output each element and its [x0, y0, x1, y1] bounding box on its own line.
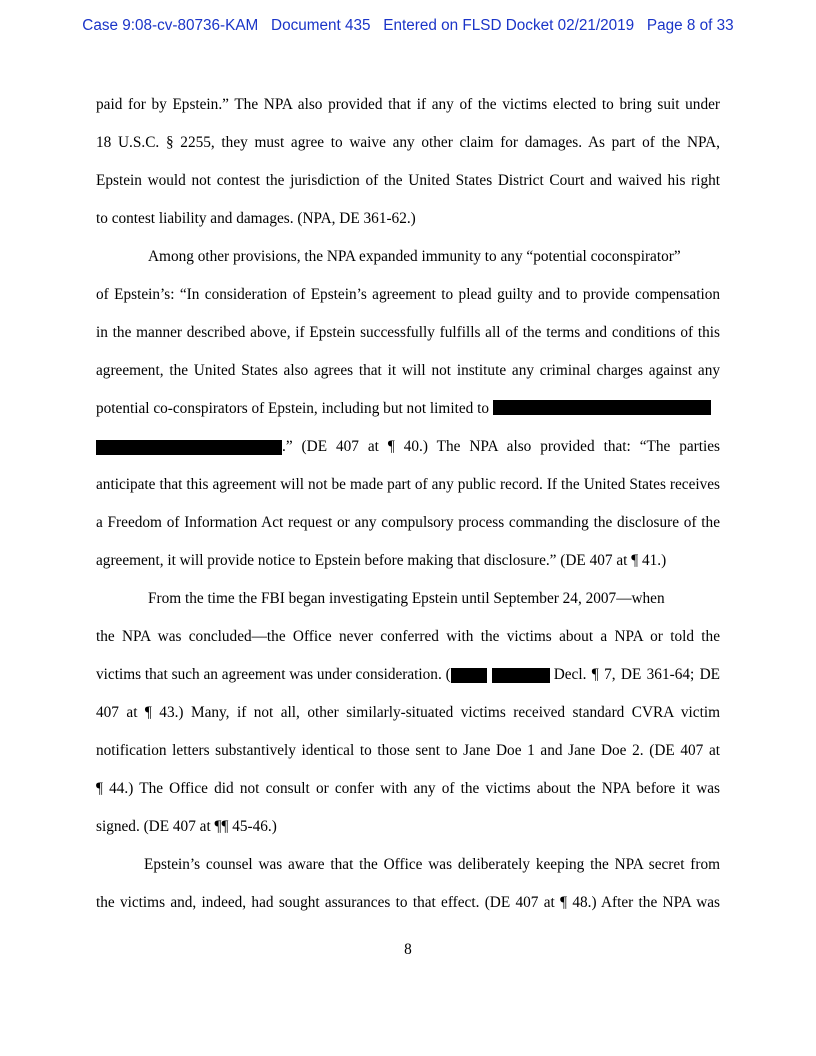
docket-header — [0, 17, 816, 35]
paragraph-start-line: From the time the FBI began investigating Epstein until September 24, 2007—when — [148, 590, 665, 607]
body-line: a Freedom of Information Act request or any compulsory process commanding the disclosure of the — [96, 514, 720, 531]
paragraph-start-line: Among other provisions, the NPA expanded immunity to any “potential coconspirator” — [148, 248, 681, 265]
body-line: agreement, the United States also agrees that it will not institute any criminal charges against any — [96, 362, 720, 379]
body-line — [96, 437, 720, 457]
body-line-text: victims that such an agreement was under consideration. ( — [96, 666, 451, 683]
body-line: 18 U.S.C. § 2255, they must agree to waive any other claim for damages. As part of the NPA, — [96, 134, 720, 151]
docket-entry-date: Entered on FLSD Docket 02/21/2019 — [383, 17, 635, 34]
redaction-block — [493, 400, 711, 415]
body-line: the victims and, indeed, had sought assurances to that effect. (DE 407 at ¶ 48.) After the NPA was — [96, 894, 720, 911]
body-line-text: potential co-conspirators of Epstein, including but not limited to — [96, 400, 489, 417]
body-line: notification letters substantively identical to those sent to Jane Doe 1 and Jane Doe 2. (DE 407 at — [96, 742, 720, 759]
body-line-text: .” (DE 407 at ¶ 40.) The NPA also provided that: “The parties — [282, 438, 720, 455]
body-line: agreement, it will provide notice to Epstein before making that disclosure.” (DE 407 at ¶ 41.) — [96, 552, 667, 569]
redaction-block — [96, 440, 282, 455]
page-number: 8 — [404, 941, 412, 958]
document-number: Document 435 — [271, 17, 371, 34]
paragraph-start-line: Epstein’s counsel was aware that the Office was deliberately keeping the NPA secret from — [144, 856, 720, 873]
body-line: signed. (DE 407 at ¶¶ 45-46.) — [96, 818, 277, 835]
body-line: anticipate that this agreement will not be made part of any public record. If the United States receives — [96, 476, 720, 493]
body-line: 407 at ¶ 43.) Many, if not all, other similarly-situated victims received standard CVRA victim — [96, 704, 720, 721]
body-line — [96, 399, 720, 419]
body-line-text: Decl. ¶ 7, DE 361-64; DE — [553, 666, 720, 683]
redaction-block — [451, 668, 487, 683]
body-line: Epstein would not contest the jurisdiction of the United States District Court and waived his right — [96, 172, 720, 189]
body-line: to contest liability and damages. (NPA, DE 361-62.) — [96, 210, 416, 227]
redaction-block — [492, 668, 550, 683]
body-line: ¶ 44.) The Office did not consult or confer with any of the victims about the NPA before it was — [96, 780, 720, 797]
body-line: paid for by Epstein.” The NPA also provided that if any of the victims elected to bring suit under — [96, 96, 720, 113]
body-line — [96, 665, 720, 685]
body-line: the NPA was concluded—the Office never conferred with the victims about a NPA or told the — [96, 628, 720, 645]
case-number: Case 9:08-cv-80736-KAM — [82, 17, 259, 34]
body-line: of Epstein’s: “In consideration of Epstein’s agreement to plead guilty and to provide compensation — [96, 286, 720, 303]
body-line: in the manner described above, if Epstein successfully fulfills all of the terms and conditions of this — [96, 324, 720, 341]
page-of-count: Page 8 of 33 — [646, 17, 734, 34]
